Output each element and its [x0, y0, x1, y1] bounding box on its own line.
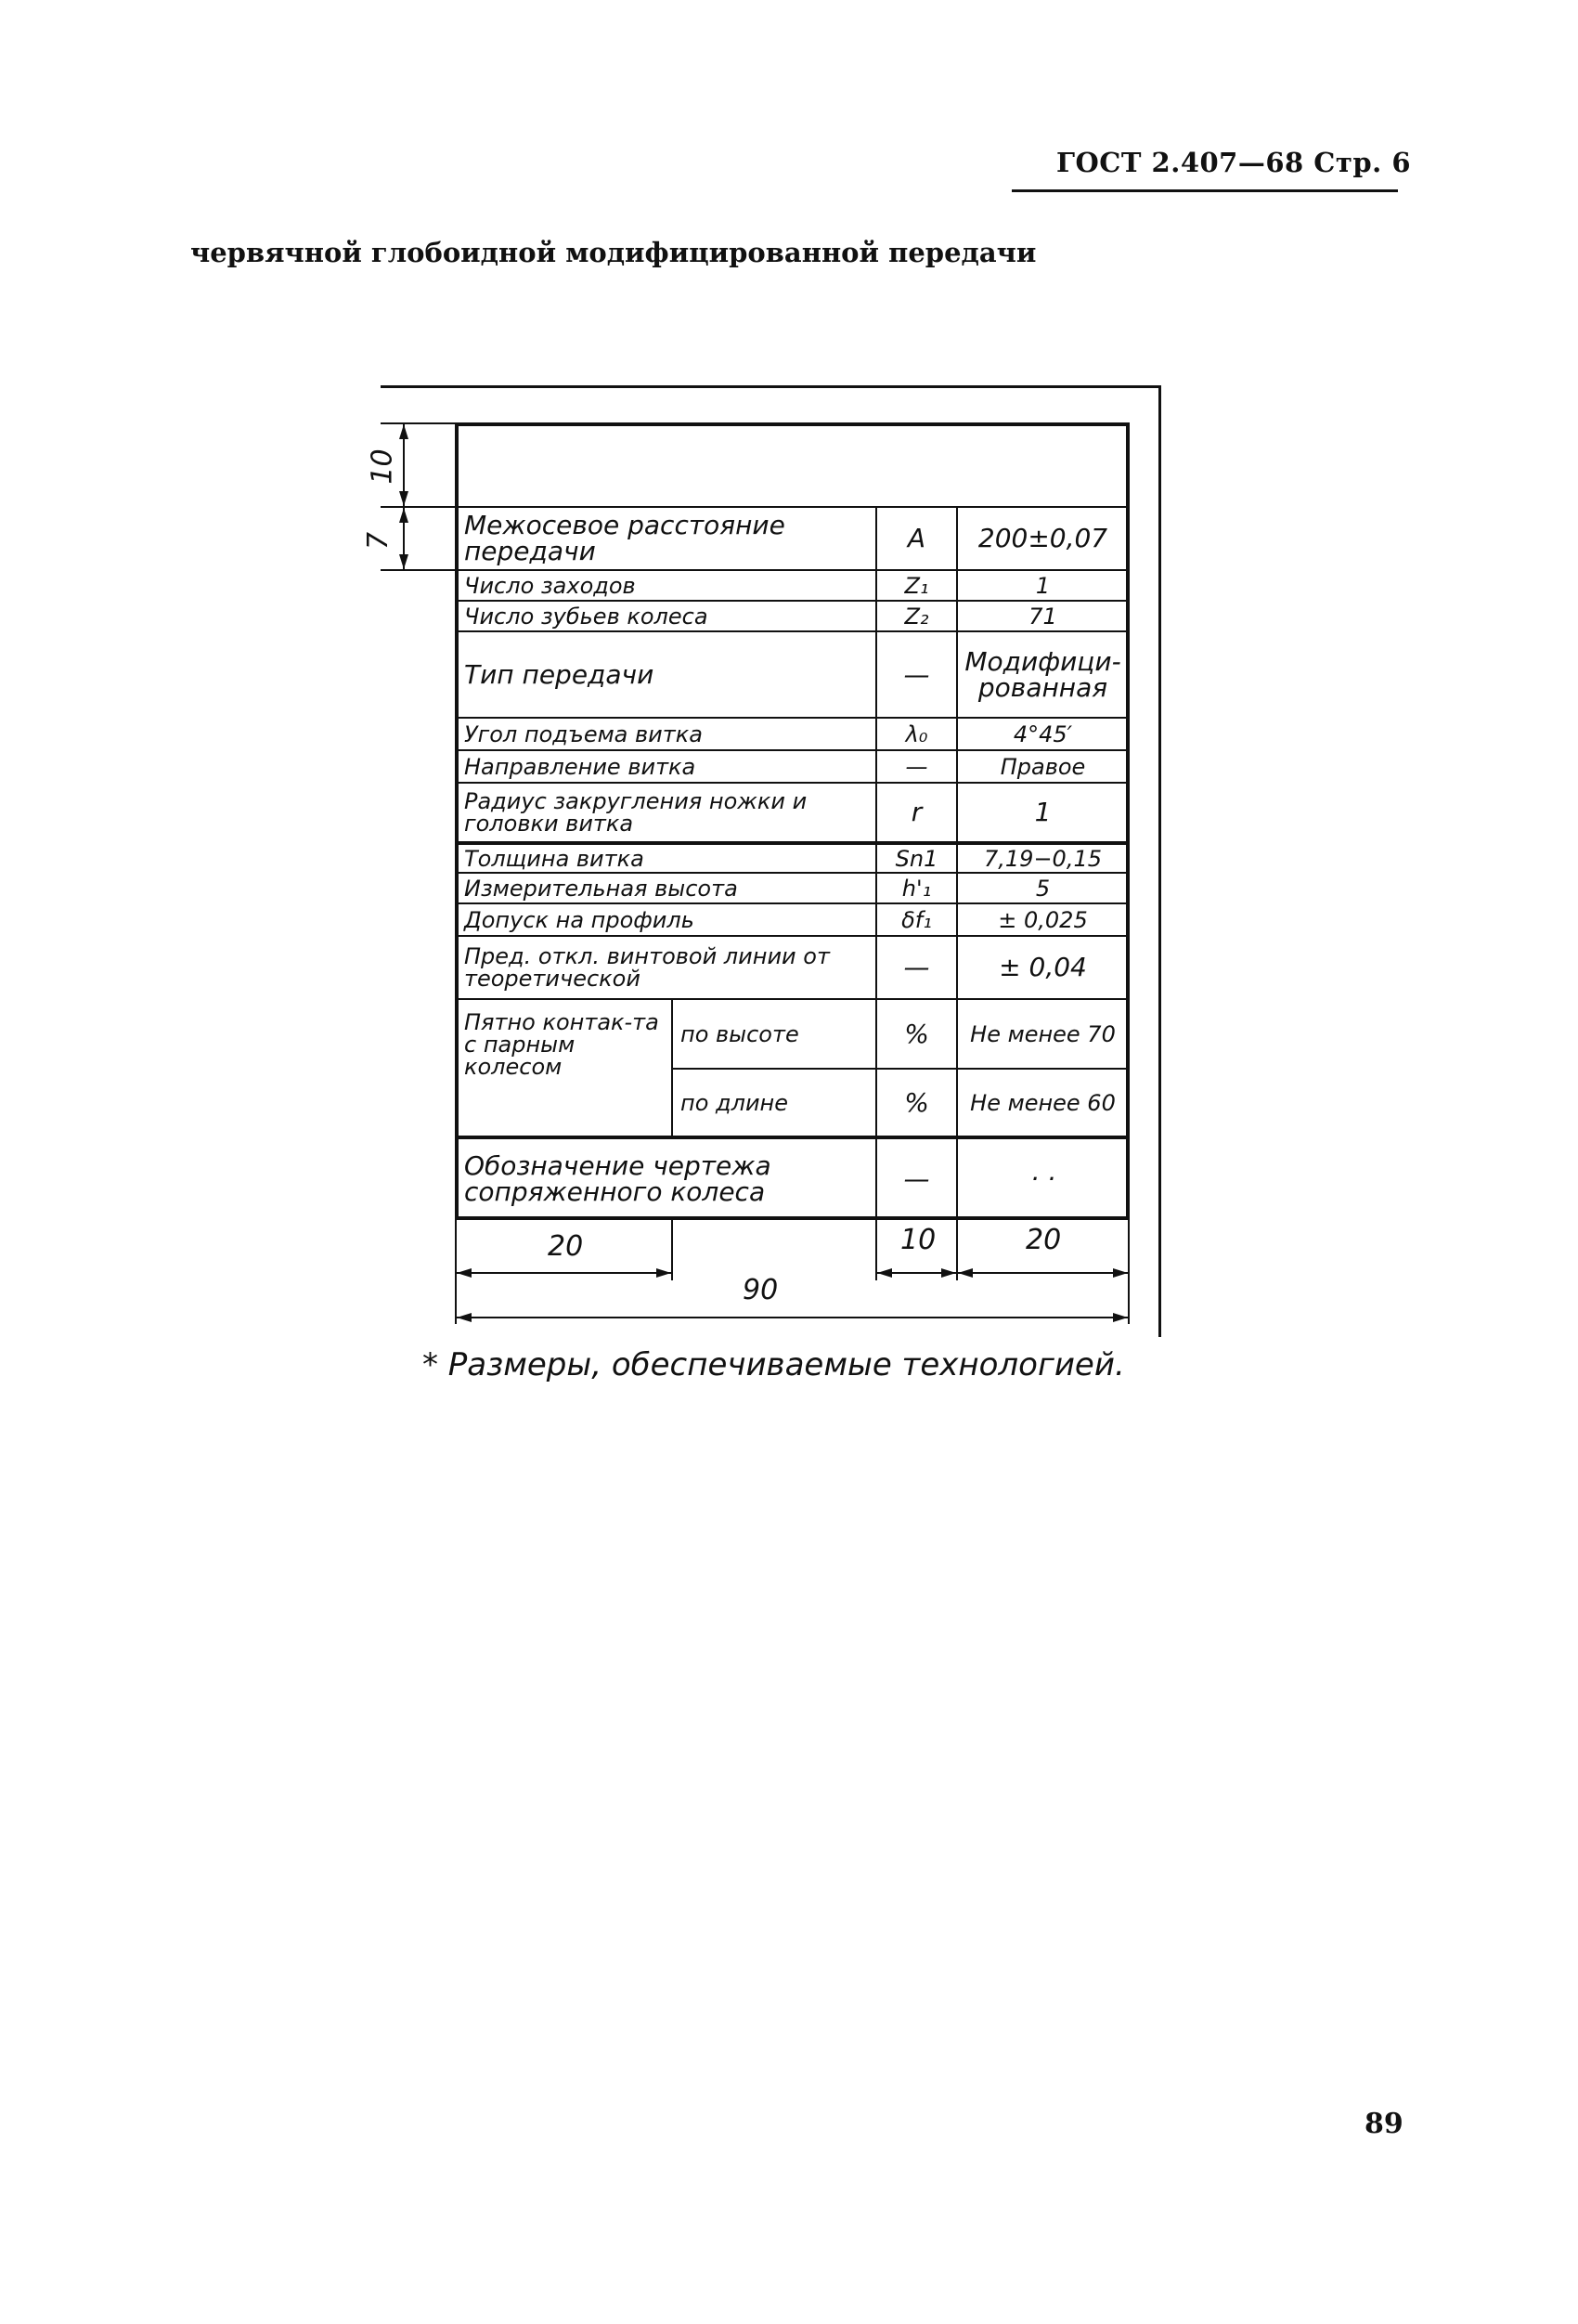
- dim-arrow-90-r: [1113, 1313, 1128, 1322]
- row-3-value: 71: [956, 600, 1130, 632]
- dim-arrow-10-r: [941, 1268, 956, 1278]
- dim-arrow-90-l: [457, 1313, 472, 1322]
- row-3-name: Число зубьев колеса: [455, 600, 877, 632]
- dim-arrow-20r-r: [1113, 1268, 1128, 1278]
- drawing-value: · ·: [956, 1136, 1130, 1220]
- header-rule: [1012, 189, 1398, 192]
- dim-bottom-10: 10: [900, 1224, 937, 1256]
- row-6-name: Направление витка: [455, 749, 877, 784]
- row-1-value: 200±0,07: [956, 506, 1130, 571]
- row-1-name: Межосевое расстояние передачи: [455, 506, 877, 571]
- dim-line-90: [457, 1317, 1128, 1318]
- footnote: * Размеры, обеспечиваемые технологией.: [422, 1346, 1125, 1383]
- row-2-symbol: Z₁: [875, 569, 958, 602]
- row-4-value: Модифици-рованная: [956, 630, 1130, 719]
- row-5-name: Угол подъема витка: [455, 717, 877, 751]
- row-8-value: 7,19−0,15: [956, 841, 1130, 874]
- row-4-name: Тип передачи: [455, 630, 877, 719]
- row-4-symbol: —: [875, 630, 958, 719]
- row-8-symbol: Sn1: [875, 841, 958, 874]
- contact-height-name: по высоте: [671, 998, 877, 1070]
- page-number: 89: [1365, 2108, 1403, 2140]
- row-11-value: ± 0,04: [956, 935, 1130, 1000]
- contact-height-symbol: %: [875, 998, 958, 1070]
- dim-line-20-right: [958, 1272, 1128, 1274]
- contact-label: Пятно контак-та с парным колесом: [455, 998, 673, 1137]
- page-header: ГОСТ 2.407—68 Стр. 6: [1056, 147, 1412, 178]
- row-9-value: 5: [956, 872, 1130, 904]
- row-5-symbol: λ₀: [875, 717, 958, 751]
- dim-ext-right: [1128, 1220, 1130, 1324]
- dim-arrow-20r-l: [958, 1268, 973, 1278]
- row-1-symbol: A: [875, 506, 958, 571]
- row-9-name: Измерительная высота: [455, 872, 877, 904]
- contact-length-name: по длине: [671, 1068, 877, 1137]
- dim-top-10: 10: [366, 448, 399, 485]
- row-7-symbol: r: [875, 782, 958, 843]
- dim-bottom-90: 90: [743, 1274, 779, 1306]
- dim-ext-low: [381, 569, 455, 571]
- dim-arrow-10-l: [877, 1268, 892, 1278]
- contact-height-value: Не менее 70: [956, 998, 1130, 1070]
- contact-length-value: Не менее 60: [956, 1068, 1130, 1137]
- dim-ext-c2: [671, 1220, 673, 1280]
- row-2-value: 1: [956, 569, 1130, 602]
- dim-arrow-down-2: [399, 554, 408, 569]
- dim-bottom-20-right: 20: [1026, 1224, 1062, 1256]
- dim-ext-mid: [381, 506, 455, 508]
- page-subtitle: червячной глобоидной модифицированной передачи: [190, 237, 1037, 268]
- dim-bottom-20-left: 20: [548, 1230, 584, 1263]
- dim-arrow-20l-l: [457, 1268, 472, 1278]
- row-8-name: Толщина витка: [455, 841, 877, 874]
- frame-right-line: [1158, 385, 1161, 1337]
- row-7-name: Радиус закругления ножки и головки витка: [455, 782, 877, 843]
- row-10-symbol: δf₁: [875, 902, 958, 937]
- row-10-value: ± 0,025: [956, 902, 1130, 937]
- drawing-symbol: —: [875, 1136, 958, 1220]
- row-11-name: Пред. откл. винтовой линии от теоретической: [455, 935, 877, 1000]
- row-9-symbol: h'₁: [875, 872, 958, 904]
- row-6-symbol: —: [875, 749, 958, 784]
- row-3-symbol: Z₂: [875, 600, 958, 632]
- row-5-value: 4°45′: [956, 717, 1130, 751]
- row-10-name: Допуск на профиль: [455, 902, 877, 937]
- row-7-value: 1: [956, 782, 1130, 843]
- frame-top-line: [381, 385, 1160, 388]
- row-11-symbol: —: [875, 935, 958, 1000]
- dim-arrow-up-2: [399, 508, 408, 523]
- dim-top-7: 7: [362, 531, 395, 551]
- dim-arrow-up-1: [399, 424, 408, 439]
- contact-length-symbol: %: [875, 1068, 958, 1137]
- dim-ext-top: [381, 422, 455, 424]
- dim-line-20-left: [457, 1272, 671, 1274]
- dim-arrow-20l-r: [656, 1268, 671, 1278]
- drawing-name: Обозначение чертежа сопряженного колеса: [455, 1136, 877, 1220]
- row-2-name: Число заходов: [455, 569, 877, 602]
- row-6-value: Правое: [956, 749, 1130, 784]
- dim-arrow-down-1: [399, 491, 408, 506]
